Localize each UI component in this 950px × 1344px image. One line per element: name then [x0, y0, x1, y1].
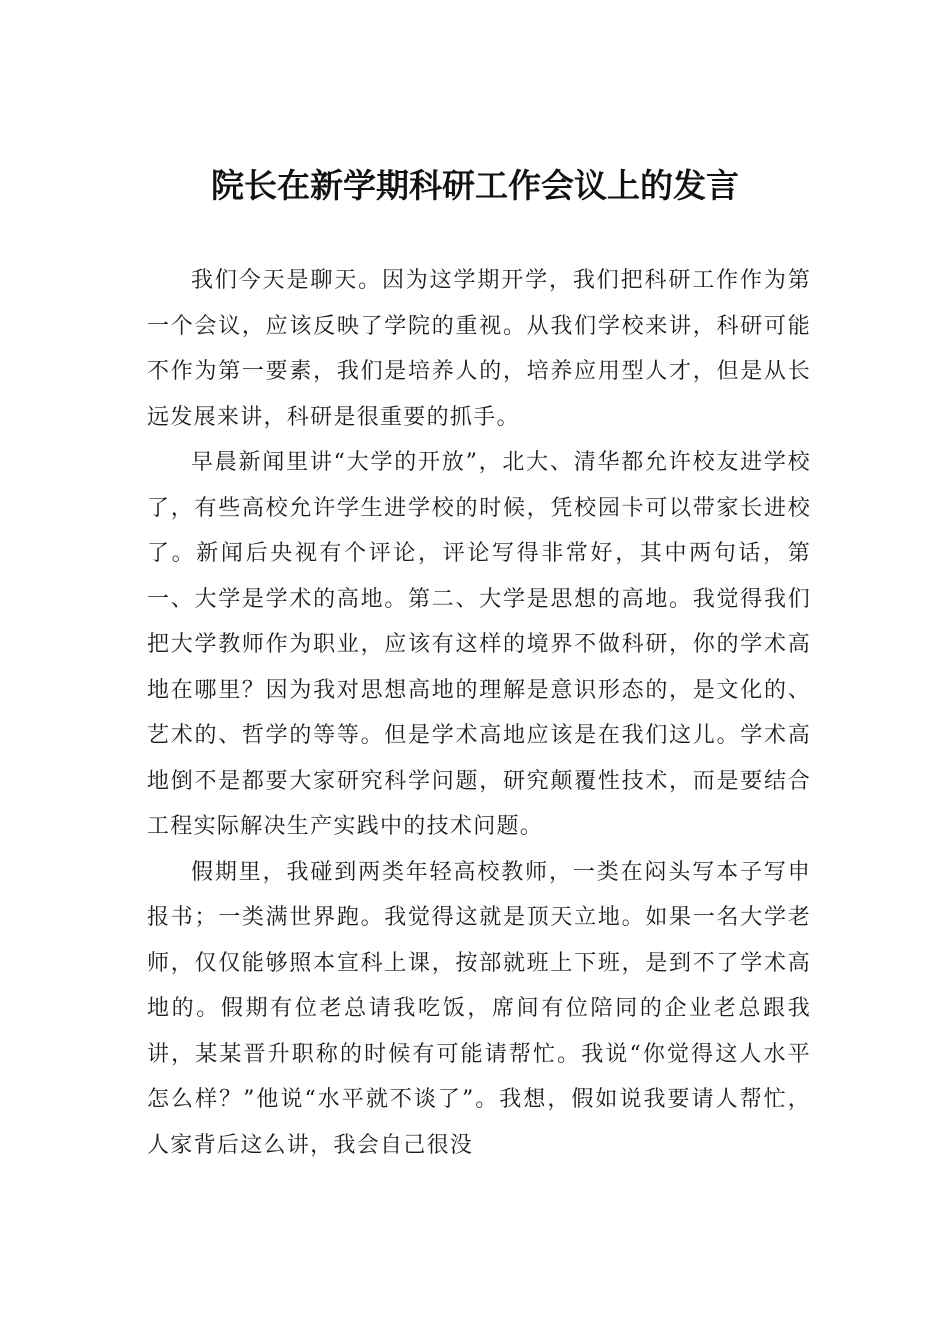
paragraph: 早晨新闻里讲“大学的开放”，北大、清华都允许校友进学校了，有些高校允许学生进学校的时候，凭校园卡可以带家长进校了。新闻后央视有个评论，评论写得非常好，其中两句话，第一、大学是学术的高地。第二、大学是思想的高地。我觉得我们把大学教师作为职业，应该有这样的境界不做科研，你的学术高地在哪里？因为我对思想高地的理解是意识形态的，是文化的、艺术的、哲学的等等。但是学术高地应该是在我们这儿。学术高地倒不是都要大家研究科学问题，研究颠覆性技术，而是要结合工程实际解决生产实践中的技术问题。 — [147, 450, 811, 839]
paragraph: 我们今天是聊天。因为这学期开学，我们把科研工作作为第一个会议，应该反映了学院的重视。从我们学校来讲，科研可能不作为第一要素，我们是培养人的，培养应用型人才，但是从长远发展来讲，科研是很重要的抓手。 — [147, 268, 811, 430]
paragraph: 假期里，我碰到两类年轻高校教师，一类在闷头写本子写申报书；一类满世界跑。我觉得这就是顶天立地。如果一名大学老师，仅仅能够照本宣科上课，按部就班上下班，是到不了学术高地的。假期有位老总请我吃饭，席间有位陪同的企业老总跟我讲，某某晋升职称的时候有可能请帮忙。我说“你觉得这人水平怎么样？”他说“水平就不谈了”。我想，假如说我要请人帮忙，人家背后这么讲，我会自己很没 — [147, 859, 811, 1158]
document-title: 院长在新学期科研工作会议上的发言 — [211, 166, 739, 205]
document-body — [147, 258, 811, 1168]
